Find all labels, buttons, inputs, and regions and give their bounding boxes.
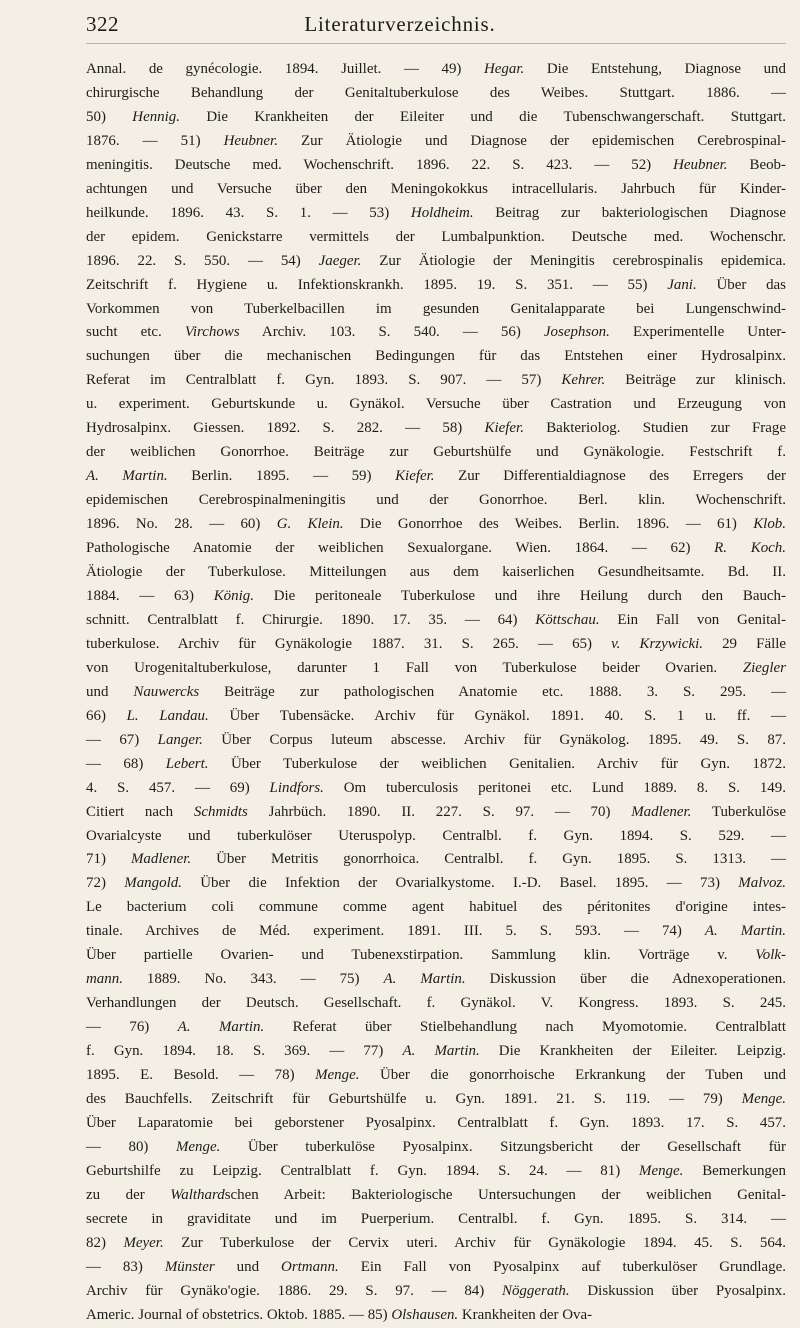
text-line — [86, 513, 786, 537]
text-segment: Über Corpus luteum abscesse. Archiv für Gynäkolog. 1895. 49. S. 87. — [202, 731, 786, 748]
text-segment: Ein Fall von Genital- — [599, 611, 786, 628]
text-line — [86, 633, 786, 657]
author-name: Heubner. — [673, 156, 728, 173]
text-segment: Ovarialcyste und tuberkulöser Uteruspolyp. Centralbl. f. Gyn. 1894. S. 529. — — [86, 827, 786, 844]
text-line — [86, 1232, 786, 1256]
author-name: Madlener. — [130, 851, 192, 868]
author-name: v. Krzywicki. — [611, 635, 703, 652]
author-name: Menge. — [175, 1138, 221, 1155]
text-segment: achtungen und Versuche über den Meningokokkus intracellularis. Jahrbuch für Kinder- — [86, 180, 786, 197]
text-line — [86, 417, 786, 441]
text-line — [86, 106, 786, 130]
author-name: A. Martin. — [86, 468, 168, 485]
author-name: Hennig. — [132, 108, 181, 125]
author-name: Kehrer. — [561, 372, 606, 389]
text-line — [86, 992, 786, 1016]
text-line — [86, 58, 786, 82]
author-name: L. Landau. — [126, 707, 209, 724]
text-line — [86, 441, 786, 465]
text-segment: Le bacterium coli commune comme agent habituel des péritonites d'origine intes- — [86, 899, 786, 916]
text-segment: Ätiologie der Tuberkulose. Mitteilungen aus dem kaiserlichen Gesundheitsamte. Bd. II. — [86, 564, 786, 581]
author-name: Münster — [164, 1258, 215, 1275]
text-line — [86, 1208, 786, 1232]
text-segment: Über Tuberkulose der weiblichen Genitalien. Archiv für Gyn. 1872. — [208, 755, 786, 772]
author-name: Holdheim. — [410, 204, 474, 221]
text-segment: chirurgische Behandlung der Genitaltuberkulose des Weibes. Stuttgart. 1886. — — [86, 84, 786, 101]
text-segment: Über das — [696, 276, 786, 293]
author-name: Menge. — [639, 1162, 684, 1179]
text-line — [86, 609, 786, 633]
text-segment: 1889. No. 343. — 75) — [122, 971, 384, 988]
text-segment: Americ. Journal of obstetrics. Oktob. 1885. — 85) — [86, 1306, 392, 1323]
text-segment: sucht etc. — [86, 324, 185, 341]
author-name: Olshausen. — [391, 1306, 459, 1323]
text-segment: Om tuberculosis peritonei etc. Lund 1889. 8. S. 149. — [323, 779, 786, 796]
author-name: Klob. — [753, 516, 787, 533]
header-rule — [86, 43, 786, 44]
text-line — [86, 825, 786, 849]
text-line — [86, 321, 786, 345]
text-segment: epidemischen Cerebrospinalmeningitis und der Gonorrhoe. Berl. klin. Wochenschrift. — [86, 492, 786, 509]
author-name: Hegar. — [484, 61, 525, 77]
author-name: Schmidts — [193, 803, 248, 820]
author-name: Ortmann. — [281, 1258, 339, 1275]
author-name: Josephson. — [543, 324, 610, 341]
text-line — [86, 896, 786, 920]
text-segment: Referat über Stielbehandlung nach Myomotomie. Centralblatt — [264, 1019, 786, 1036]
text-line — [86, 1136, 786, 1160]
text-segment: Berlin. 1895. — 59) — [167, 468, 396, 485]
text-segment: Zur Ätiologie der Meningitis cerebrospinalis epidemica. — [361, 252, 786, 269]
author-name: Volk- — [755, 947, 786, 964]
author-name: Menge. — [315, 1067, 360, 1084]
text-line — [86, 801, 786, 825]
text-segment: Jahrbüch. 1890. II. 227. S. 97. — 70) — [247, 803, 632, 820]
author-name: Meyer. — [123, 1234, 164, 1251]
text-segment: Über Tubensäcke. Archiv für Gynäkol. 1891. 40. S. 1 u. ff. — — [208, 707, 786, 724]
text-line — [86, 681, 786, 705]
text-segment: schen Arbeit: Bakteriologische Untersuchungen der weiblichen Genital- — [224, 1186, 787, 1203]
text-line — [86, 130, 786, 154]
text-line — [86, 82, 786, 106]
text-segment: Krankheiten der Ova- — [458, 1306, 593, 1323]
text-line — [86, 657, 786, 681]
text-segment: Pathologische Anatomie der weiblichen Sexualorgane. Wien. 1864. — 62) — [86, 540, 715, 557]
text-line — [86, 154, 786, 178]
text-line — [86, 1016, 786, 1040]
text-line — [86, 705, 786, 729]
text-segment: Diskussion über die Adnexoperationen. — [465, 971, 787, 988]
text-line — [86, 369, 786, 393]
text-segment: — 80) — [86, 1138, 176, 1155]
text-segment: Geburtshilfe zu Leipzig. Centralblatt f. Gyn. 1894. S. 24. — 81) — [86, 1162, 640, 1179]
text-line — [86, 753, 786, 777]
text-segment: Beiträge zur pathologischen Anatomie etc. 1888. 3. S. 295. — — [199, 683, 787, 700]
author-name: Ziegler — [742, 659, 786, 676]
text-line — [86, 729, 786, 753]
text-line — [86, 537, 786, 561]
text-segment: Tuberkulöse — [691, 803, 786, 820]
text-line — [86, 489, 786, 513]
text-segment: Experimentelle Unter- — [609, 324, 786, 341]
text-segment: — 68) — [86, 755, 166, 772]
text-line — [86, 274, 786, 298]
author-name: A. Martin. — [704, 923, 786, 940]
author-name: A. Martin. — [402, 1043, 480, 1060]
text-segment: 1876. — 51) — [86, 132, 224, 149]
author-name: Madlener. — [631, 803, 692, 820]
author-name: A. Martin. — [383, 971, 466, 988]
text-segment: Über partielle Ovarien- und Tubenexstirpation. Sammlung klin. Vorträge v. — [86, 947, 756, 964]
author-name: G. Klein. — [276, 516, 344, 533]
text-segment: Hydrosalpinx. Giessen. 1892. S. 282. — 58) — [86, 420, 485, 437]
text-segment: Zur Tuberkulose der Cervix uteri. Archiv für Gynäkologie 1894. 45. S. 564. — [163, 1234, 787, 1251]
text-segment: von Urogenitaltuberkulose, darunter 1 Fall von Tuberkulose beider Ovarien. — [86, 659, 743, 676]
author-name: König. — [213, 587, 254, 604]
text-segment: secrete in graviditate und im Puerperium. Centralbl. f. Gyn. 1895. S. 314. — — [86, 1210, 786, 1227]
author-name: Lindfors. — [269, 779, 324, 796]
text-segment: Die Krankheiten der Eileiter und die Tubenschwangerschaft. Stuttgart. — [180, 108, 786, 125]
text-segment: Beitrag zur bakteriologischen Diagnose — [473, 204, 786, 221]
text-segment: Verhandlungen der Deutsch. Gesellschaft. f. Gynäkol. V. Kongress. 1893. S. 245. — [86, 995, 786, 1012]
text-segment: Über die gonorrhoische Erkrankung der Tuben und — [359, 1067, 786, 1084]
text-segment: Über tuberkulöse Pyosalpinx. Sitzungsbericht der Gesellschaft für — [220, 1138, 786, 1155]
text-segment: Zeitschrift f. Hygiene u. Infektionskrankh. 1895. 19. S. 351. — 55) — [86, 276, 668, 293]
text-segment: tuberkulose. Archiv für Gynäkologie 1887. 31. S. 265. — 65) — [86, 635, 612, 652]
text-line — [86, 872, 786, 896]
text-segment: 1896. 22. S. 550. — 54) — [86, 252, 319, 269]
text-segment: Beob- — [727, 156, 786, 173]
text-line — [86, 226, 786, 250]
text-segment: Die peritoneale Tuberkulose und ihre Heilung durch den Bauch- — [253, 587, 786, 604]
text-segment: 82) — [86, 1234, 124, 1251]
author-name: Mangold. — [124, 875, 182, 892]
text-segment: Archiv für Gynäko'ogie. 1886. 29. S. 97. — 84) — [86, 1282, 502, 1299]
text-segment: der weiblichen Gonorrhoe. Beiträge zur Geburtshülfe und Gynäkologie. Festschrift f. — [86, 444, 786, 461]
text-segment: Annal. de gynécologie. 1894. Juillet. — 49) — [86, 61, 484, 77]
author-name: Köttschau. — [535, 611, 600, 628]
text-segment: 1895. E. Besold. — 78) — [86, 1067, 316, 1084]
text-line — [86, 465, 786, 489]
author-name: Jaeger. — [318, 252, 362, 269]
text-segment: Zur Ätiologie und Diagnose der epidemischen Cerebrospinal- — [277, 132, 786, 149]
text-segment: Referat im Centralblatt f. Gyn. 1893. S. 907. — 57) — [86, 372, 562, 389]
text-segment: — 83) — [86, 1258, 165, 1275]
text-segment: Zur Differentialdiagnose des Erregers der — [434, 468, 787, 485]
text-segment: Vorkommen von Tuberkelbacillen im gesunden Genitalapparate bei Lungenschwind- — [86, 300, 786, 317]
text-segment: schnitt. Centralblatt f. Chirurgie. 1890. 17. 35. — 64) — [86, 611, 536, 628]
author-name: Malvoz. — [738, 875, 786, 892]
text-line — [86, 1304, 786, 1328]
text-segment: — 76) — [86, 1019, 178, 1036]
text-line — [86, 1088, 786, 1112]
text-line — [86, 944, 786, 968]
text-line — [86, 298, 786, 322]
text-segment: 4. S. 457. — 69) — [86, 779, 270, 796]
text-segment: Diskussion über Pyosalpinx. — [569, 1282, 786, 1299]
text-segment: Bakteriolog. Studien zur Frage — [523, 420, 786, 437]
text-segment: Beiträge zur klinisch. — [605, 372, 786, 389]
author-name: Nöggerath. — [502, 1282, 570, 1299]
text-segment: und — [214, 1258, 282, 1275]
text-line — [86, 1256, 786, 1280]
text-line — [86, 1160, 786, 1184]
author-name: Kiefer. — [395, 468, 435, 485]
text-line — [86, 777, 786, 801]
text-line — [86, 393, 786, 417]
text-segment: Über Metritis gonorrhoica. Centralbl. f. Gyn. 1895. S. 1313. — — [191, 851, 786, 868]
text-segment: 72) — [86, 875, 125, 892]
text-segment: Bemerkungen — [683, 1162, 787, 1179]
text-segment: heilkunde. 1896. 43. S. 1. — 53) — [86, 204, 411, 221]
text-line — [86, 848, 786, 872]
text-line — [86, 585, 786, 609]
text-segment: zu der — [86, 1186, 171, 1203]
running-head: Literaturverzeichnis. — [304, 12, 496, 36]
text-segment: 29 Fälle — [702, 635, 786, 652]
author-name: Nauwercks — [133, 683, 200, 700]
text-segment: Citiert nach — [86, 803, 194, 820]
text-line — [86, 345, 786, 369]
text-segment: der epidem. Genickstarre vermittels der Lumbalpunktion. Deutsche med. Wochenschr. — [86, 228, 786, 245]
text-segment: und — [86, 683, 134, 700]
bibliography-text — [86, 58, 786, 1328]
text-line — [86, 250, 786, 274]
text-segment: 66) — [86, 707, 127, 724]
text-line — [86, 1280, 786, 1304]
author-name: Lebert. — [165, 755, 209, 772]
author-name: Virchows — [184, 324, 240, 341]
author-name: Jani. — [667, 276, 697, 293]
text-segment: 71) — [86, 851, 131, 868]
author-name: Kiefer. — [484, 420, 524, 437]
text-segment: Die Krankheiten der Eileiter. Leipzig. — [479, 1043, 786, 1060]
text-line — [86, 1184, 786, 1208]
text-segment: Über Laparatomie bei geborstener Pyosalpinx. Centralblatt f. Gyn. 1893. 17. S. 457. — [86, 1114, 786, 1131]
author-name: Heubner. — [223, 132, 278, 149]
text-segment: f. Gyn. 1894. 18. S. 369. — 77) — [86, 1043, 403, 1060]
text-segment: Über die Infektion der Ovarialkystome. I.-D. Basel. 1895. — 73) — [181, 875, 739, 892]
text-segment: 1884. — 63) — [86, 587, 214, 604]
page-number: 322 — [86, 12, 119, 36]
text-segment: u. experiment. Geburtskunde u. Gynäkol. Versuche über Castration und Erzeugung von — [86, 396, 786, 413]
text-segment: 50) — [86, 108, 133, 125]
text-segment: Die Entstehung, Diagnose und — [524, 61, 786, 77]
author-name: Langer. — [157, 731, 203, 748]
text-line — [86, 1112, 786, 1136]
author-name: Walthard — [170, 1186, 225, 1203]
author-name: R. Koch. — [714, 540, 786, 557]
text-segment: Ein Fall von Pyosalpinx auf tuberkulöser Grundlage. — [338, 1258, 786, 1275]
author-name: mann. — [86, 971, 123, 988]
text-line — [86, 561, 786, 585]
text-line — [86, 202, 786, 226]
text-segment: suchungen über die mechanischen Bedingungen für das Entstehen einer Hydrosalpinx. — [86, 348, 786, 365]
text-line — [86, 1040, 786, 1064]
author-name: A. Martin. — [177, 1019, 265, 1036]
text-segment: 1896. No. 28. — 60) — [86, 516, 277, 533]
text-segment: des Bauchfells. Zeitschrift für Geburtshülfe u. Gyn. 1891. 21. S. 119. — 79) — [86, 1090, 742, 1107]
text-line — [86, 920, 786, 944]
author-name: Menge. — [741, 1090, 786, 1107]
text-segment: Archiv. 103. S. 540. — 56) — [239, 324, 544, 341]
text-segment: — 67) — [86, 731, 158, 748]
text-line — [86, 178, 786, 202]
text-line — [86, 1064, 786, 1088]
text-segment: tinale. Archives de Méd. experiment. 1891. III. 5. S. 593. — 74) — [86, 923, 705, 940]
text-line — [86, 968, 786, 992]
text-segment: meningitis. Deutsche med. Wochenschrift. 1896. 22. S. 423. — 52) — [86, 156, 674, 173]
text-segment: Die Gonorrhoe des Weibes. Berlin. 1896. — 61) — [343, 516, 754, 533]
